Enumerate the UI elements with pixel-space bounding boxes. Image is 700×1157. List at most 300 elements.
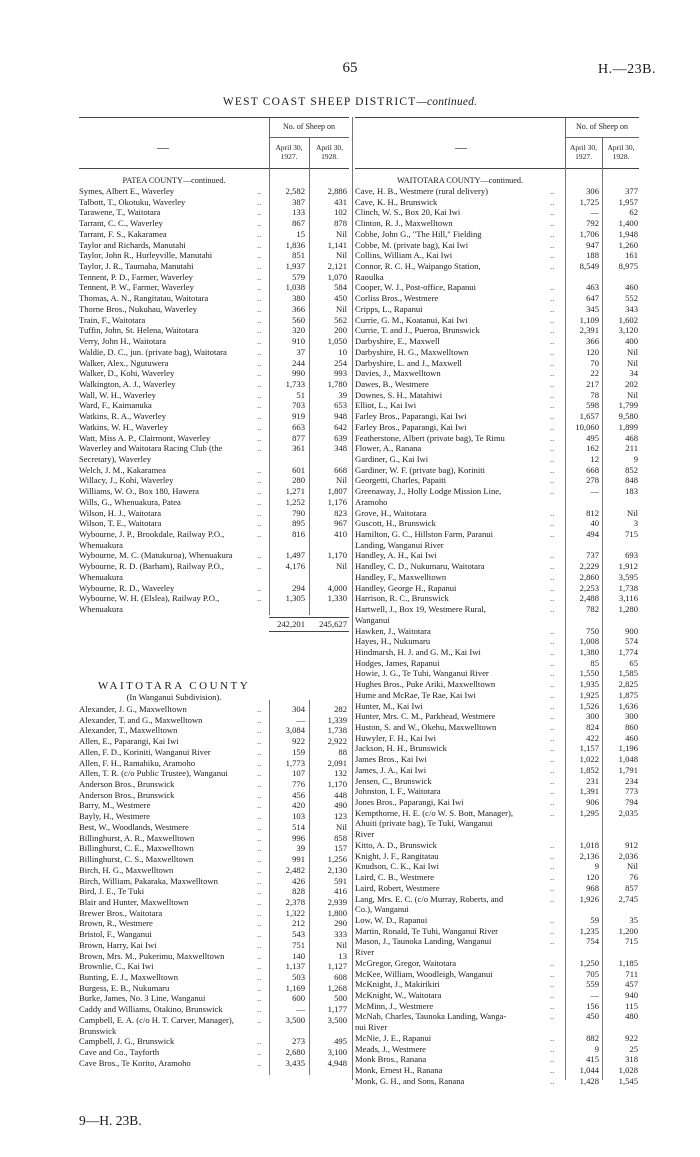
entry-name: Watt, Miss A. P., Clairmont, Waverley bbox=[79, 432, 211, 443]
leader-dots: .. bbox=[257, 293, 262, 304]
sheep-1927: 1,271 bbox=[285, 486, 305, 497]
sheep-1928: 1,256 bbox=[327, 854, 347, 865]
sheep-1928: 878 bbox=[334, 218, 347, 229]
waitotara-cont-row bbox=[355, 508, 639, 519]
sheep-1928: 202 bbox=[625, 378, 638, 389]
leader-dots: .. bbox=[550, 1054, 555, 1065]
entry-name: James, J. A., Kai Iwi bbox=[355, 764, 427, 775]
leader-dots: .. bbox=[550, 957, 555, 968]
entry-name: Knight, J. F., Rangitatau bbox=[355, 850, 439, 861]
sheep-1927: 1,157 bbox=[579, 743, 599, 754]
entry-name: Featherstone, Albert (private bag), Te Rimu bbox=[355, 432, 505, 443]
entry-name: Blair and Hunter, Maxwelltown bbox=[79, 896, 189, 907]
sheep-1928: 1,048 bbox=[618, 754, 638, 765]
leader-dots: .. bbox=[257, 1036, 262, 1047]
leader-dots: .. bbox=[550, 475, 555, 486]
entry-name: Best, W., Woodlands, Westmere bbox=[79, 821, 189, 832]
waitotara-cont-row bbox=[355, 851, 639, 862]
entry-name: Kitto, A. D., Brunswick bbox=[355, 839, 437, 850]
waitotara-cont-row bbox=[355, 518, 639, 529]
waitotara-cont-row bbox=[355, 990, 639, 1001]
entry-name: Grove, H., Waitotara bbox=[355, 507, 427, 518]
waitotara-cont-row bbox=[355, 540, 639, 551]
sheep-1928: 211 bbox=[625, 443, 638, 454]
leader-dots: .. bbox=[550, 1075, 555, 1086]
entry-name: Walker, D., Kohi, Waverley bbox=[79, 368, 175, 379]
waitotara-cont-row bbox=[355, 315, 639, 326]
entry-name: Brunswick bbox=[79, 1025, 117, 1036]
waitotara-cont-row bbox=[355, 304, 639, 315]
waitotara-cont-row bbox=[355, 840, 639, 851]
sheep-1927: 420 bbox=[292, 800, 305, 811]
sheep-1928: 200 bbox=[334, 325, 347, 336]
sheep-1927: 1,305 bbox=[285, 593, 305, 604]
sheep-1928: 1,330 bbox=[327, 593, 347, 604]
sheep-1928: 400 bbox=[625, 336, 638, 347]
waitotara-county-heading: WAITOTARA COUNTY bbox=[97, 680, 251, 692]
entry-name: Guscott, H., Brunswick bbox=[355, 518, 436, 529]
entry-name: Cobbe, John G., "The Hill," Fielding bbox=[355, 228, 482, 239]
waitotara-cont-row bbox=[355, 561, 639, 572]
sheep-1927: 1,018 bbox=[579, 839, 599, 850]
sheep-1927: 37 bbox=[296, 346, 305, 357]
waitotara-cont-row bbox=[355, 711, 639, 722]
entry-name: Taylor and Richards, Manutahi bbox=[79, 239, 186, 250]
leader-dots: .. bbox=[257, 1004, 262, 1015]
sheep-1927: 2,482 bbox=[285, 864, 305, 875]
sheep-1927: 1,935 bbox=[579, 679, 599, 690]
sheep-1928: 1,268 bbox=[327, 982, 347, 993]
sheep-1927: — bbox=[296, 714, 305, 725]
entry-name: Jones Bros., Paparangi, Kai Iwi bbox=[355, 797, 464, 808]
sheep-1928: 3,500 bbox=[327, 1014, 347, 1025]
sheep-1928: 823 bbox=[334, 507, 347, 518]
sheep-1928: 1,028 bbox=[618, 1065, 638, 1076]
sheep-1928: 25 bbox=[629, 1043, 638, 1054]
sheep-1928: Nil bbox=[336, 821, 347, 832]
sheep-1928: 254 bbox=[334, 357, 347, 368]
entry-name: Talbott, T., Okotuku, Waverley bbox=[79, 196, 186, 207]
entry-name: Birch, William, Pakaraka, Maxwelltown bbox=[79, 875, 218, 886]
leader-dots: .. bbox=[550, 979, 555, 990]
entry-name: nui River bbox=[355, 1022, 388, 1033]
sheep-1928: 1,185 bbox=[618, 957, 638, 968]
sheep-1928: 416 bbox=[334, 886, 347, 897]
leader-dots: .. bbox=[257, 529, 262, 540]
leader-dots: .. bbox=[257, 704, 262, 714]
leader-dots: .. bbox=[257, 239, 262, 250]
entry-name: Bristol, F., Wanganui bbox=[79, 929, 152, 940]
sheep-1927: 59 bbox=[590, 914, 599, 925]
entry-name: Caddy and Williams, Otakino, Brunswick bbox=[79, 1004, 223, 1015]
entry-name: Barry, M., Westmere bbox=[79, 800, 151, 811]
left-header-dash: — bbox=[157, 140, 169, 154]
sheep-1927: 812 bbox=[586, 507, 599, 518]
sheep-1928: 450 bbox=[334, 293, 347, 304]
leader-dots: .. bbox=[257, 271, 262, 282]
entry-name: Wilson, T. E., Waitotara bbox=[79, 518, 162, 529]
sheep-1927: 212 bbox=[292, 918, 305, 929]
leader-dots: .. bbox=[257, 357, 262, 368]
sheep-1928: 1,738 bbox=[327, 725, 347, 736]
sheep-1928: Nil bbox=[336, 475, 347, 486]
waitotara-cont-row bbox=[355, 1065, 639, 1076]
leader-dots: .. bbox=[550, 378, 555, 389]
sheep-1928: 715 bbox=[625, 936, 638, 947]
leader-dots: .. bbox=[257, 939, 262, 950]
entry-name: Handley, C. D., Nukumaru, Waitotara bbox=[355, 561, 485, 572]
entry-name: McNab, Charles, Taunoka Landing, Wanga- bbox=[355, 1011, 507, 1022]
sheep-1928: 922 bbox=[625, 1032, 638, 1043]
leader-dots: .. bbox=[550, 1032, 555, 1043]
sheep-1928: 132 bbox=[334, 768, 347, 779]
center-divider bbox=[352, 117, 353, 1080]
waitotara-cont-row bbox=[355, 818, 639, 829]
leader-dots: .. bbox=[257, 378, 262, 389]
entry-name: Wybourne, M. C. (Matukuroa), Whenuakura bbox=[79, 550, 233, 561]
entry-name: Currie, G. M., Koatanui, Kai Iwi bbox=[355, 314, 468, 325]
sheep-1928: Nil bbox=[627, 357, 638, 368]
entry-name: Campbell, J. G., Brunswick bbox=[79, 1036, 175, 1047]
title-suffix: —continued. bbox=[416, 96, 478, 108]
sheep-1928: 348 bbox=[334, 443, 347, 454]
waitotara-cont-row bbox=[355, 626, 639, 637]
entry-name: Alexander, T. and G., Maxwelltown bbox=[79, 714, 203, 725]
waitotara-cont-row bbox=[355, 486, 639, 497]
sheep-1928: 1,339 bbox=[327, 714, 347, 725]
sheep-1928: 1,875 bbox=[618, 689, 638, 700]
leader-dots: .. bbox=[550, 775, 555, 786]
entry-name: Co.), Wanganui bbox=[355, 904, 409, 915]
right-header-year1: April 30, 1927. bbox=[569, 143, 598, 161]
waitotara-cont-row bbox=[355, 979, 639, 990]
sheep-1927: 3,435 bbox=[285, 1057, 305, 1068]
sheep-1928: 794 bbox=[625, 797, 638, 808]
entry-name: Wybourne, R. D. (Barham), Railway P.O., bbox=[79, 561, 225, 572]
sheep-1928: Nil bbox=[336, 250, 347, 261]
leader-dots: .. bbox=[257, 950, 262, 961]
sheep-1928: Nil bbox=[627, 507, 638, 518]
sheep-1928: Nil bbox=[336, 303, 347, 314]
entry-name: Ahuiti (private bag), Te Tuki, Wanganui bbox=[355, 818, 493, 829]
sheep-1928: 9 bbox=[633, 454, 638, 464]
entry-name: Low, W. D., Rapanui bbox=[355, 914, 428, 925]
sheep-1927: 2,488 bbox=[579, 593, 599, 604]
sheep-1927: 601 bbox=[292, 464, 305, 475]
entry-name: Kempthorne, H. E. (c/o W. S. Bott, Manager), bbox=[355, 807, 514, 818]
leader-dots: .. bbox=[257, 475, 262, 486]
entry-name: Bunting, E. J., Maxwelltown bbox=[79, 972, 179, 982]
sheep-1927: 1,706 bbox=[579, 228, 599, 239]
entry-name: Secretary), Waverley bbox=[79, 454, 152, 464]
entry-name: Ward, F., Kaimanuka bbox=[79, 400, 152, 411]
leader-dots: .. bbox=[257, 854, 262, 865]
leader-dots: .. bbox=[257, 550, 262, 561]
sheep-1928: 693 bbox=[625, 550, 638, 561]
leader-dots: .. bbox=[550, 646, 555, 657]
sheep-1927: 244 bbox=[292, 357, 305, 368]
entry-name: Walker, Alex., Ngutuwera bbox=[79, 357, 169, 368]
sheep-1928: 10 bbox=[338, 346, 347, 357]
sheep-1928: 1,636 bbox=[618, 700, 638, 711]
sheep-1927: — bbox=[590, 990, 599, 1000]
sheep-1928: 1,170 bbox=[327, 550, 347, 561]
sheep-1927: 9 bbox=[594, 861, 599, 872]
sheep-1927: 1,169 bbox=[285, 982, 305, 993]
leader-dots: .. bbox=[550, 679, 555, 690]
sheep-1927: 361 bbox=[292, 443, 305, 454]
entry-name: Anderson Bros., Brunswick bbox=[79, 789, 175, 800]
waitotara-cont-row bbox=[355, 197, 639, 208]
sheep-1927: 1,391 bbox=[579, 786, 599, 797]
sheep-1927: 647 bbox=[586, 293, 599, 304]
entry-name: Handley, George H., Rapanui bbox=[355, 582, 457, 593]
leader-dots: .. bbox=[257, 757, 262, 768]
leader-dots: .. bbox=[550, 282, 555, 293]
leader-dots: .. bbox=[550, 968, 555, 979]
leader-dots: .. bbox=[550, 400, 555, 411]
sheep-1927: 2,229 bbox=[579, 561, 599, 572]
leader-dots: .. bbox=[257, 736, 262, 747]
sheep-1927: 366 bbox=[586, 336, 599, 347]
sheep-1927: 10,060 bbox=[575, 421, 599, 432]
leader-dots: .. bbox=[550, 732, 555, 743]
leader-dots: .. bbox=[257, 582, 262, 593]
leader-dots: .. bbox=[550, 754, 555, 765]
patea-section-heading: PATEA COUNTY—continued. bbox=[122, 176, 226, 185]
entry-name: Cave Bros., Te Korito, Aramoho bbox=[79, 1057, 191, 1068]
entry-name: Collins, William A., Kai Iwi bbox=[355, 250, 453, 261]
right-header-year2: April 30, 1928. bbox=[607, 143, 635, 161]
sheep-1928: 574 bbox=[625, 636, 638, 647]
sheep-1927: 579 bbox=[292, 271, 305, 282]
sheep-1927: 495 bbox=[586, 432, 599, 443]
entry-name: Brown, Mrs. M., Pukerimu, Maxwelltown bbox=[79, 950, 225, 961]
leader-dots: .. bbox=[550, 529, 555, 540]
sheep-1927: 300 bbox=[586, 711, 599, 722]
entry-name: Brown, R., Westmere bbox=[79, 918, 153, 929]
leader-dots: .. bbox=[257, 464, 262, 475]
column-rule bbox=[602, 167, 603, 1080]
leader-dots: .. bbox=[257, 207, 262, 218]
sheep-1927: — bbox=[296, 1004, 305, 1015]
waitotara-county-subheading: (In Wanganui Subdivision). bbox=[126, 692, 222, 702]
leader-dots: .. bbox=[550, 239, 555, 250]
entry-name: Clinch, W. S., Box 20, Kai Iwi bbox=[355, 207, 461, 218]
leader-dots: .. bbox=[550, 186, 555, 196]
leader-dots: .. bbox=[550, 325, 555, 336]
entry-name: Hayes, H., Nukumaru bbox=[355, 636, 431, 647]
sheep-1927: 140 bbox=[292, 950, 305, 961]
sheep-1927: 1,322 bbox=[285, 907, 305, 918]
waitotara-cont-row bbox=[355, 390, 639, 401]
leader-dots: .. bbox=[257, 886, 262, 897]
entry-name: Landing, Wanganui River bbox=[355, 539, 444, 550]
leader-dots: .. bbox=[550, 250, 555, 261]
column-rule bbox=[269, 167, 270, 615]
sheep-1928: 967 bbox=[334, 518, 347, 529]
leader-dots: .. bbox=[550, 1000, 555, 1011]
entry-name: Tarrant, F. S., Kakaramea bbox=[79, 228, 167, 239]
sheep-1927: 1,380 bbox=[579, 646, 599, 657]
sheep-1927: 1,926 bbox=[579, 893, 599, 904]
entry-name: Tennent, P. D., Farmer, Waverley bbox=[79, 271, 193, 282]
entry-name: Clinton, R. J., Maxwelltown bbox=[355, 218, 453, 229]
waitotara-cont-row bbox=[355, 1033, 639, 1044]
sheep-1928: 2,130 bbox=[327, 864, 347, 875]
entry-name: Darbyshire, H. G., Maxwelltown bbox=[355, 346, 469, 357]
entry-name: Laird, C. B., Westmere bbox=[355, 872, 435, 883]
sheep-1927: 2,136 bbox=[579, 850, 599, 861]
leader-dots: .. bbox=[550, 314, 555, 325]
sheep-1927: 278 bbox=[586, 475, 599, 486]
sheep-1928: 431 bbox=[334, 196, 347, 207]
sheep-1927: 705 bbox=[586, 968, 599, 979]
entry-name: Cave, K. H., Brunswick bbox=[355, 196, 438, 207]
waitotara-cont-row bbox=[355, 733, 639, 744]
column-rule bbox=[309, 700, 310, 1075]
leader-dots: .. bbox=[550, 990, 555, 1000]
entry-name: Hindmarsh, H. J. and G. M., Kai Iwi bbox=[355, 646, 481, 657]
waitotara-cont-row bbox=[355, 808, 639, 819]
leader-dots: .. bbox=[550, 303, 555, 314]
waitotara-cont-row bbox=[355, 454, 639, 465]
page-number: 65 bbox=[342, 60, 358, 76]
entry-name: Dawes, B., Westmere bbox=[355, 378, 429, 389]
sheep-1927: 1,295 bbox=[579, 807, 599, 818]
patea-total-1928: 245,627 bbox=[319, 618, 347, 629]
sheep-1928: 1,602 bbox=[618, 314, 638, 325]
page-footer: 9—H. 23B. bbox=[79, 1113, 142, 1128]
sheep-1927: 543 bbox=[292, 929, 305, 940]
entry-name: Davies, J., Maxwelltown bbox=[355, 368, 441, 379]
waitotara-cont-row bbox=[355, 786, 639, 797]
leader-dots: .. bbox=[550, 668, 555, 679]
leader-dots: .. bbox=[550, 486, 555, 497]
entry-name: Corliss Bros., Westmere bbox=[355, 293, 439, 304]
waitotara-cont-row bbox=[355, 250, 639, 261]
sheep-1928: 2,036 bbox=[618, 850, 638, 861]
entry-name: Martin, Ronald, Te Tuhi, Wanganui River bbox=[355, 925, 499, 936]
sheep-1927: 8,549 bbox=[579, 261, 599, 272]
leader-dots: .. bbox=[257, 961, 262, 972]
sheep-1928: 773 bbox=[625, 786, 638, 797]
sheep-1928: 3 bbox=[633, 518, 638, 529]
leader-dots: .. bbox=[257, 228, 262, 239]
sheep-1928: 591 bbox=[334, 875, 347, 886]
sheep-1927: 598 bbox=[586, 400, 599, 411]
sheep-1928: 1,800 bbox=[327, 907, 347, 918]
sheep-1928: 642 bbox=[334, 421, 347, 432]
sheep-1928: Nil bbox=[336, 228, 347, 239]
entry-name: Billinghurst, C. S., Maxwelltown bbox=[79, 854, 194, 865]
entry-name: Darbyshire, L. and J., Maxwell bbox=[355, 357, 462, 368]
sheep-1927: 703 bbox=[292, 400, 305, 411]
leader-dots: .. bbox=[550, 411, 555, 422]
waitotara-cont-row bbox=[355, 829, 639, 840]
entry-name: Allen, T. R. (c/o Public Trustee), Wanganui bbox=[79, 768, 228, 779]
sheep-1927: 294 bbox=[292, 582, 305, 593]
sheep-1928: 1,280 bbox=[618, 604, 638, 615]
entry-name: Tarawene, T., Waitotara bbox=[79, 207, 161, 218]
leader-dots: .. bbox=[550, 1065, 555, 1076]
waitotara-cont-row bbox=[355, 958, 639, 969]
sheep-1927: 877 bbox=[292, 432, 305, 443]
leader-dots: .. bbox=[550, 443, 555, 454]
sheep-1928: 410 bbox=[334, 529, 347, 540]
sheep-1927: 922 bbox=[292, 736, 305, 747]
entry-name: Aramoho bbox=[355, 496, 388, 507]
entry-name: Wybourne, W. H. (Elslea), Railway P.O., bbox=[79, 593, 220, 604]
sheep-1927: 1,137 bbox=[285, 961, 305, 972]
sheep-1927: 231 bbox=[586, 775, 599, 786]
sheep-1928: 161 bbox=[625, 250, 638, 261]
sheep-1928: 858 bbox=[334, 832, 347, 843]
leader-dots: .. bbox=[550, 593, 555, 604]
sheep-1927: 1,773 bbox=[285, 757, 305, 768]
leader-dots: .. bbox=[550, 604, 555, 615]
title-text: WEST COAST SHEEP DISTRICT bbox=[222, 96, 417, 108]
entry-name: Downes, S. H., Matahiwi bbox=[355, 389, 443, 400]
sheep-1927: 22 bbox=[590, 368, 599, 379]
sheep-1927: 776 bbox=[292, 779, 305, 790]
leader-dots: .. bbox=[257, 325, 262, 336]
entry-name: Johnston, I. F., Waitotara bbox=[355, 786, 441, 797]
leader-dots: .. bbox=[550, 872, 555, 883]
sheep-1928: 3,595 bbox=[618, 571, 638, 582]
sheep-1927: 280 bbox=[292, 475, 305, 486]
sheep-1927: 600 bbox=[292, 993, 305, 1004]
entry-name: Alexander, T., Maxwelltown bbox=[79, 725, 178, 736]
sheep-1927: 792 bbox=[586, 218, 599, 229]
column-rule bbox=[565, 167, 566, 1080]
entry-name: Tennent, P. W., Farmer, Waverley bbox=[79, 282, 194, 293]
sheep-1927: 816 bbox=[292, 529, 305, 540]
sheep-1928: 857 bbox=[625, 882, 638, 893]
leader-dots: .. bbox=[550, 421, 555, 432]
sheep-1927: 366 bbox=[292, 303, 305, 314]
sheep-1927: 70 bbox=[590, 357, 599, 368]
sheep-1928: 468 bbox=[625, 432, 638, 443]
sheep-1928: 1,141 bbox=[327, 239, 347, 250]
sheep-1927: — bbox=[590, 207, 599, 218]
sheep-1927: — bbox=[590, 486, 599, 497]
sheep-1927: 2,391 bbox=[579, 325, 599, 336]
entry-name: Williams, W. O., Box 180, Hawera bbox=[79, 486, 199, 497]
waitotara-cont-row bbox=[355, 207, 639, 218]
sheep-1927: 156 bbox=[586, 1000, 599, 1011]
waitotara-cont-row bbox=[355, 229, 639, 240]
sheep-1927: 51 bbox=[296, 389, 305, 400]
waitotara-cont-row bbox=[355, 658, 639, 669]
sheep-1927: 906 bbox=[586, 797, 599, 808]
sheep-1927: 991 bbox=[292, 854, 305, 865]
sheep-1927: 3,500 bbox=[285, 1014, 305, 1025]
sheep-1928: 290 bbox=[334, 918, 347, 929]
leader-dots: .. bbox=[257, 907, 262, 918]
sheep-1928: 668 bbox=[334, 464, 347, 475]
waitotara-cont-row bbox=[355, 1076, 639, 1087]
entry-name: Raoulka bbox=[355, 271, 384, 282]
document-reference: H.—23B. bbox=[598, 62, 656, 77]
sheep-1927: 4,176 bbox=[285, 561, 305, 572]
entry-name: Taylor, J. R., Taumaha, Manutahi bbox=[79, 261, 194, 272]
entry-name: Hawken, J., Waitotara bbox=[355, 625, 431, 636]
leader-dots: .. bbox=[257, 929, 262, 940]
sheep-1928: 715 bbox=[625, 529, 638, 540]
entry-name: Walkington, A. J., Waverley bbox=[79, 378, 176, 389]
leader-dots: .. bbox=[257, 746, 262, 757]
